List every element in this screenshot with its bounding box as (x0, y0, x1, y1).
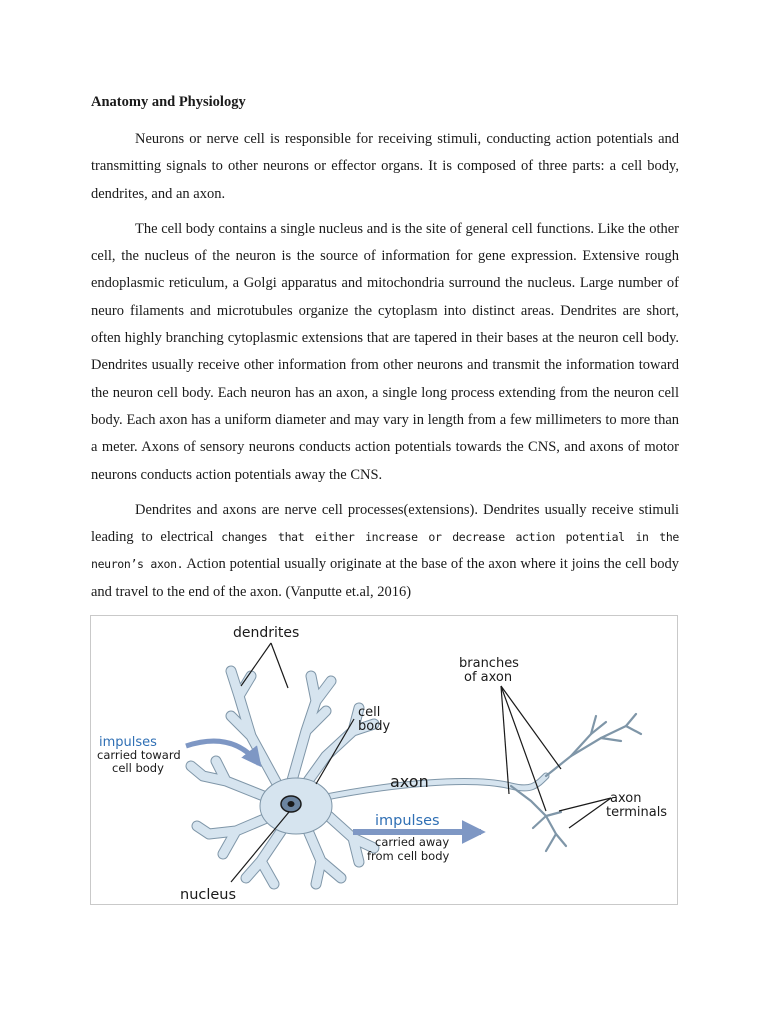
label-branches-line2: of axon (464, 670, 513, 685)
paragraph-processes-part3: Action potential usually originate at the base of the axon where it joins the cell body and travel to the end of the axon. (Vanputte et.al, 2016) (91, 556, 680, 600)
nucleolus-shape (288, 801, 295, 807)
label-cell-line2: body (358, 719, 391, 734)
document-page (91, 92, 679, 614)
paragraph-processes-part1: Dendrites and axons are nerve cell processes(extensions). Dendrites usually receive stimuli leading to electrical (91, 501, 679, 546)
label-axon-terminals-line2: terminals (606, 805, 668, 820)
paragraph-cell-body: The cell body contains a single nucleus and is the site of general cell functions. Like the other cell, the nucleus of the neuron is the source of information for gene expression. Extensive rough endoplasmic reticulum, a Golgi apparatus and mitochondria surround the nucleus. Large number of neuro filaments and microtubules organize the cytoplasm into distinct areas. Dendrites are short, often highly branching cytoplasmic extensions that are tapered in their bases at the neuron cell body. Dendrites usually receive other information from other neurons and transmit the information toward the neuron cell body. Each neuron has an axon, a single long process extending from the neuron cell body. Each axon has a uniform diameter and may vary in length from a few millimeters to more than a meter. Axons of sensory neurons conducts action potentials towards the CNS, and axons of motor neurons conducts action potentials away the CNS. (91, 220, 679, 483)
paragraph-processes-part2: changes that either increase or decrease action potential in the neuron’s axon. (91, 530, 679, 572)
label-carried-toward-line2: cell body (112, 761, 164, 775)
neuron-diagram (90, 615, 678, 905)
label-carried-away-line1: carried away (375, 835, 450, 849)
paragraph-neuron-intro: Neurons or nerve cell is responsible for receiving stimuli, conducting action potentials and transmitting signals to other neurons or effector organs. It is composed of three parts: a cell body, dendrites, and an axon. (91, 131, 679, 202)
label-axon: axon (390, 772, 429, 791)
label-nucleus: nucleus (180, 887, 237, 903)
impulse-in-arrow (186, 741, 259, 764)
section-heading: Anatomy and Physiology (91, 94, 246, 110)
label-dendrites: dendrites (233, 625, 300, 641)
label-impulses-in: impulses (99, 735, 157, 750)
label-carried-away-line2: from cell body (367, 849, 450, 863)
label-impulses-out: impulses (375, 813, 440, 829)
label-cell-line1: cell (358, 705, 381, 720)
paragraph-processes (91, 497, 679, 606)
label-axon-terminals-line1: axon (610, 791, 642, 806)
label-branches-line1: branches (459, 656, 519, 671)
neuron-illustration (91, 616, 679, 906)
label-carried-toward-line1: carried toward (97, 748, 181, 762)
axon-branches (511, 714, 641, 851)
